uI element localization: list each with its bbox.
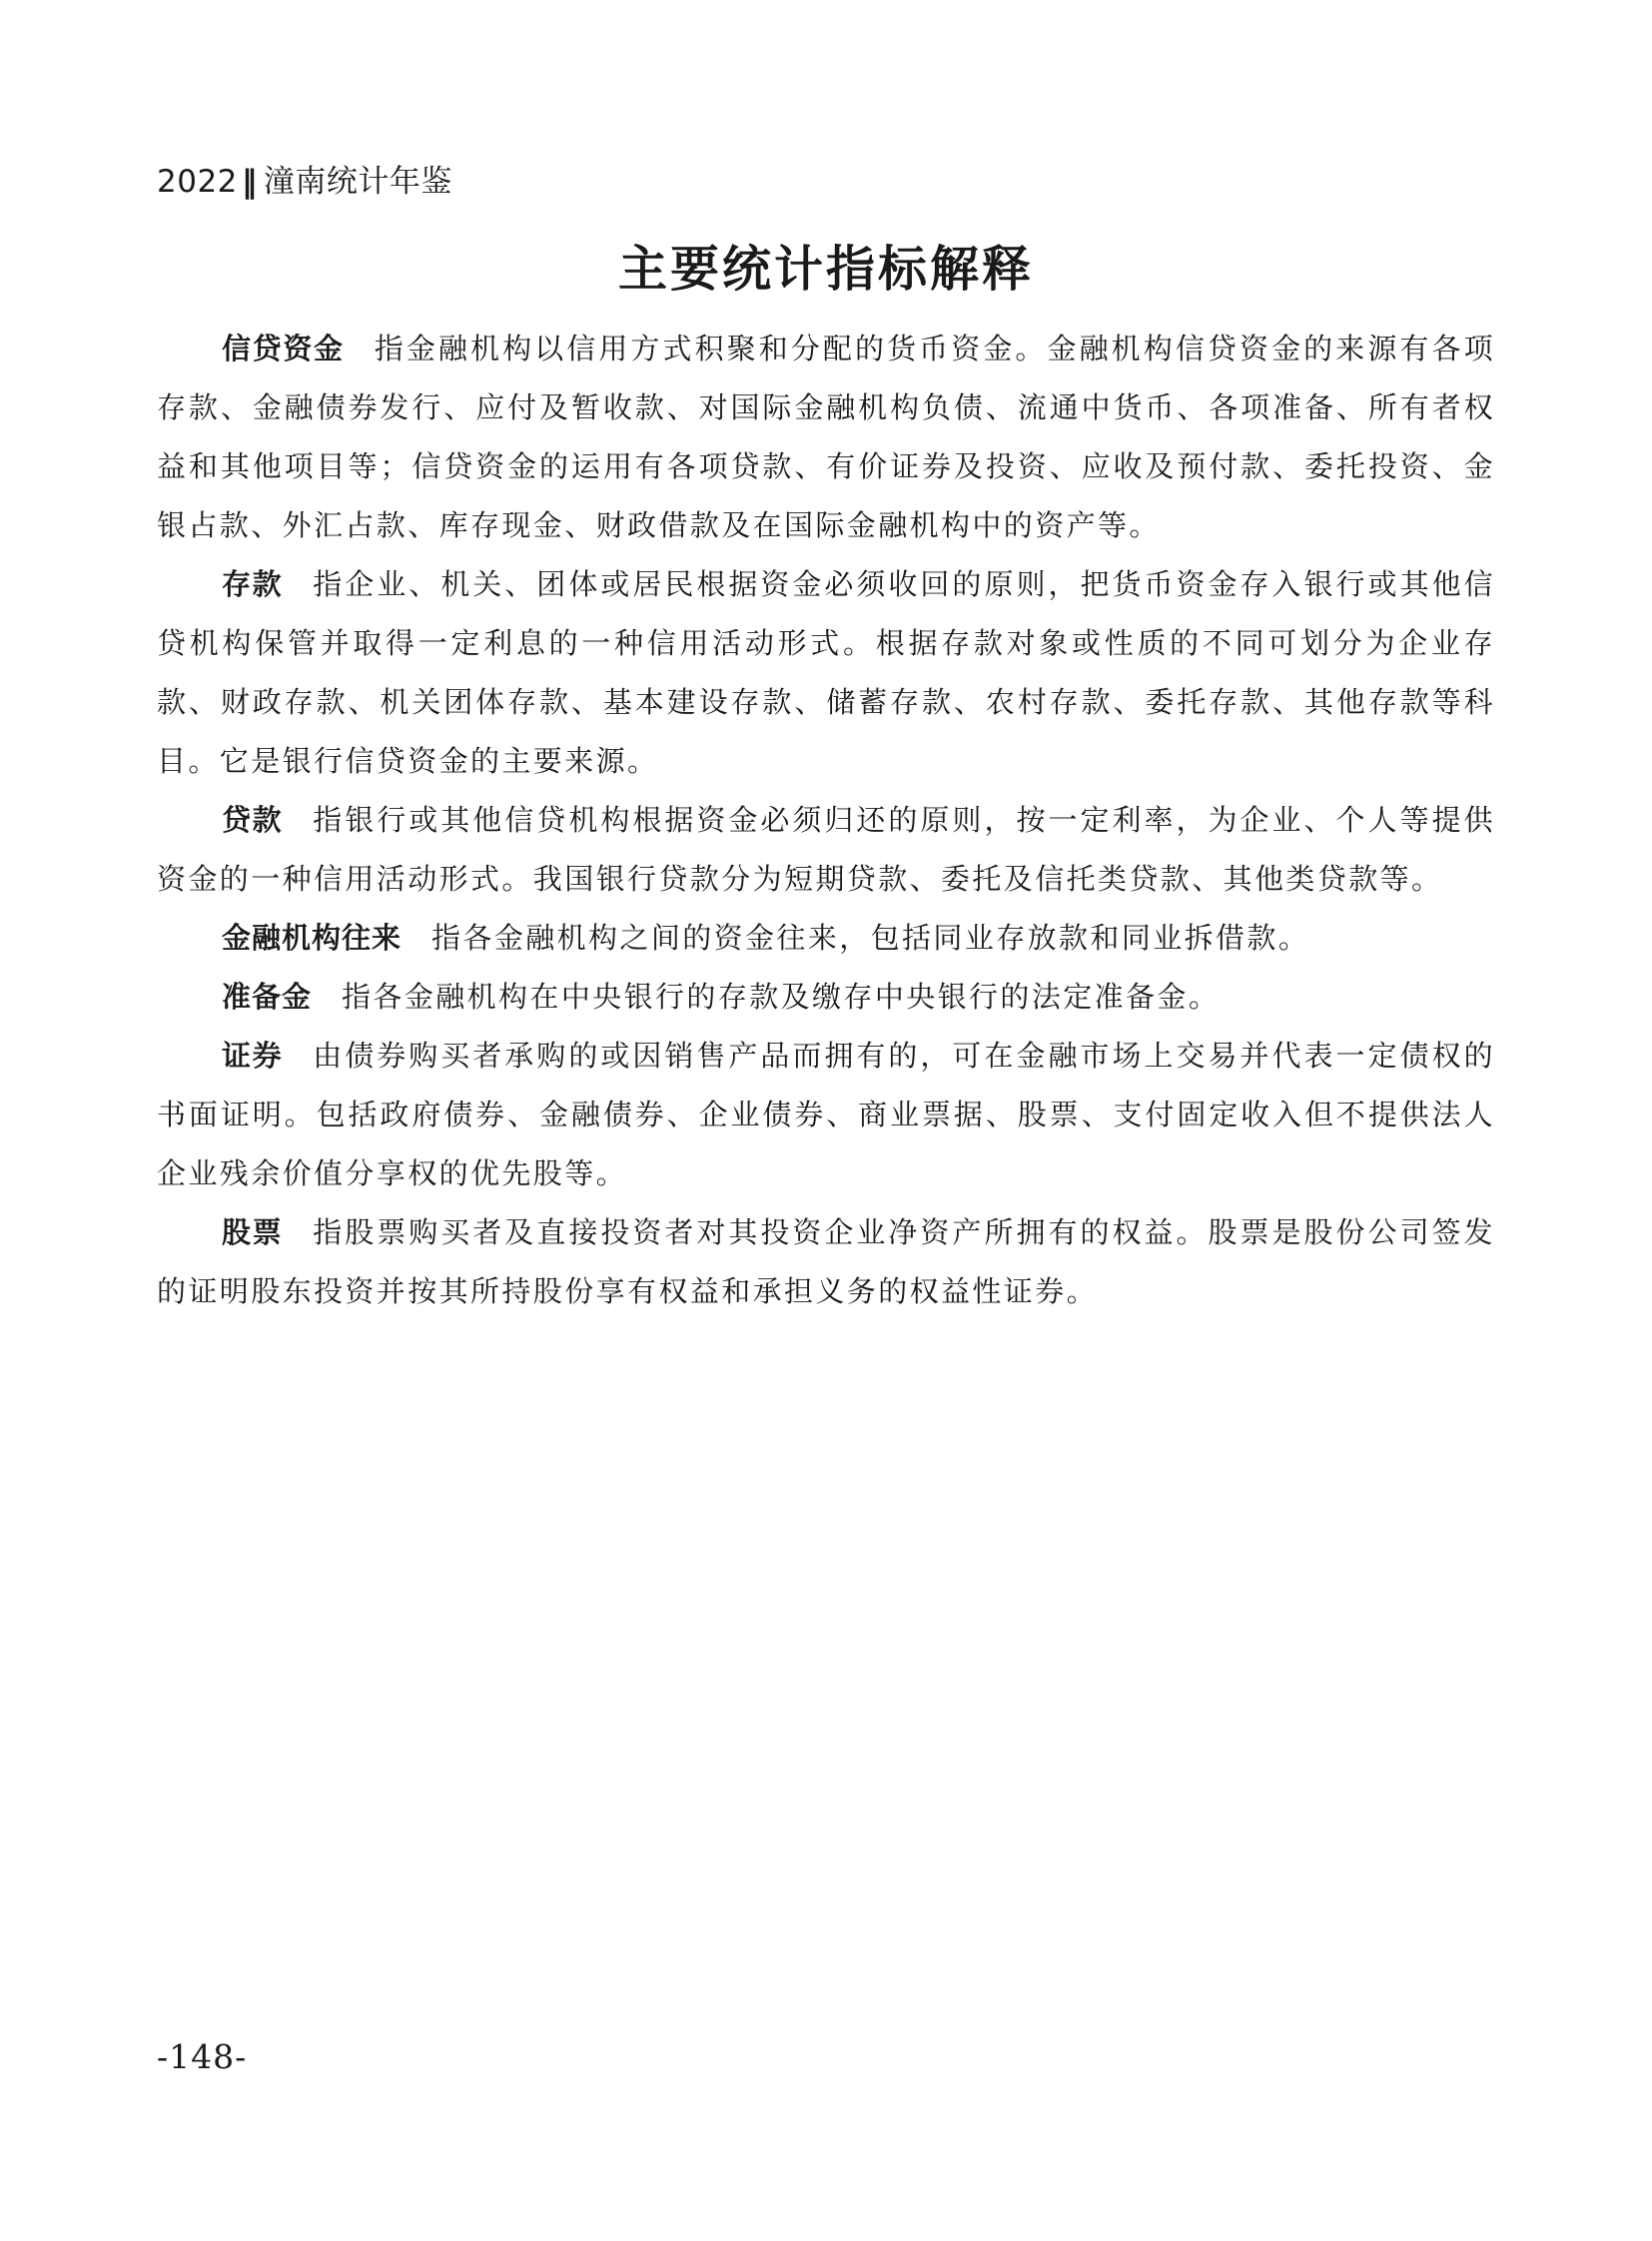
header-book-title: 潼南统计年鉴 <box>263 164 452 200</box>
definition-text: 指金融机构以信用方式积聚和分配的货币资金。金融机构信贷资金的来源有各项存款、金融债券发行、应付及暂收款、对国际金融机构负债、流通中货币、各项准备、所有者权益和其他项目等；信贷资金的运用有各项贷款、有价证券及投资、应收及预付款、委托投资、金银占款、外汇占款、库存现金、财政借款及在国际金融机构中的资产等。 <box>157 332 1495 542</box>
definition-entry-reserves <box>157 968 1495 1027</box>
definition-term: 金融机构往来 <box>222 921 403 955</box>
definition-text: 指企业、机关、团体或居民根据资金必须收回的原则，把货币资金存入银行或其他信贷机构保管并取得一定利息的一种信用活动形式。根据存款对象或性质的不同可划分为企业存款、财政存款、机关团体存款、基本建设存款、储蓄存款、农村存款、委托存款、其他存款等科目。它是银行信贷资金的主要来源。 <box>157 567 1495 778</box>
definition-term: 存款 <box>222 567 284 601</box>
definition-text: 由债券购买者承购的或因销售产品而拥有的，可在金融市场上交易并代表一定债权的书面证明。包括政府债券、金融债券、企业债券、商业票据、股票、支付固定收入但不提供法人企业残余价值分享权的优先股等。 <box>157 1039 1495 1190</box>
definition-term: 信贷资金 <box>222 332 345 366</box>
definition-entry-securities <box>157 1027 1495 1203</box>
running-header <box>157 160 452 204</box>
header-separator: ‖ <box>241 164 258 200</box>
header-year: 2022 <box>157 164 238 200</box>
definition-entry-deposits <box>157 555 1495 791</box>
definition-term: 贷款 <box>222 803 284 837</box>
definition-text: 指各金融机构之间的资金往来，包括同业存放款和同业拆借款。 <box>431 921 1310 955</box>
page-title: 主要统计指标解释 <box>617 241 1034 298</box>
definitions-list <box>157 320 1495 1321</box>
definition-term: 股票 <box>222 1215 284 1249</box>
definition-entry-credit-funds <box>157 320 1495 555</box>
definition-text: 指各金融机构在中央银行的存款及缴存中央银行的法定准备金。 <box>342 980 1221 1014</box>
definition-entry-stocks <box>157 1203 1495 1321</box>
definition-term: 证券 <box>222 1039 284 1073</box>
page-number: -148- <box>157 2037 248 2076</box>
definition-term: 准备金 <box>222 980 313 1014</box>
definition-text: 指银行或其他信贷机构根据资金必须归还的原则，按一定利率，为企业、个人等提供资金的一种信用活动形式。我国银行贷款分为短期贷款、委托及信托类贷款、其他类贷款等。 <box>157 803 1495 896</box>
definition-entry-interbank <box>157 909 1495 968</box>
definition-text: 指股票购买者及直接投资者对其投资企业净资产所拥有的权益。股票是股份公司签发的证明股东投资并按其所持股份享有权益和承担义务的权益性证券。 <box>157 1215 1495 1308</box>
definition-entry-loans <box>157 791 1495 909</box>
